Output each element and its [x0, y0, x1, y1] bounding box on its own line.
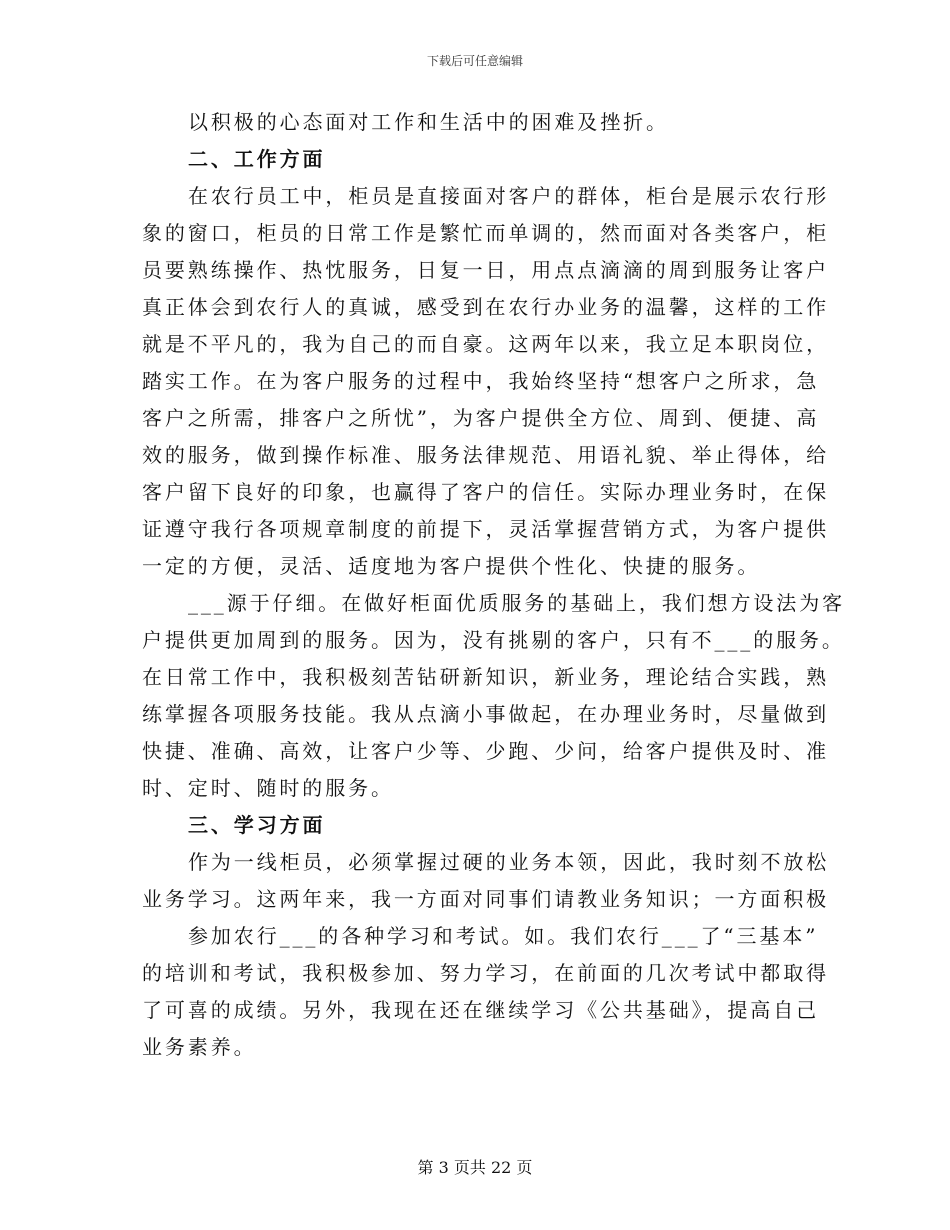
body-line: 以积极的心态面对工作和生活中的困难及挫折。 [188, 110, 669, 134]
body-line: 时、定时、随时的服务。 [142, 776, 394, 800]
section-heading-study: 三、学习方面 [188, 813, 326, 837]
body-line: 在日常工作中，我积极刻苦钻研新知识，新业务，理论结合实践，熟 [142, 665, 829, 689]
body-line: 客户留下良好的印象，也赢得了客户的信任。实际办理业务时，在保 [142, 480, 829, 504]
body-line: 就是不平凡的，我为自己的而自豪。这两年以来，我立足本职岗位， [142, 332, 829, 356]
body-line: 在农行员工中，柜员是直接面对客户的群体，柜台是展示农行形 [188, 184, 830, 208]
page-footer: 第 3 页共 22 页 [417, 1158, 533, 1177]
body-line: 效的服务，做到操作标准、服务法律规范、用语礼貌、举止得体，给 [142, 443, 829, 467]
body-line: 证遵守我行各项规章制度的前提下，灵活掌握营销方式，为客户提供 [142, 517, 829, 541]
body-line: 户提供更加周到的服务。因为，没有挑剔的客户，只有不___的服务。 [142, 628, 845, 652]
body-line: 员要熟练操作、热忱服务，日复一日，用点点滴滴的周到服务让客户 [142, 258, 829, 282]
body-line: 踏实工作。在为客户服务的过程中，我始终坚持“想客户之所求，急 [142, 369, 820, 393]
body-line: 客户之所需，排客户之所忧”，为客户提供全方位、周到、便捷、高 [142, 406, 820, 430]
body-line: 参加农行___的各种学习和考试。如。我们农行___了“三基本” [188, 924, 819, 948]
section-heading-work: 二、工作方面 [188, 147, 326, 171]
body-line: 业务素养。 [142, 1035, 257, 1059]
document-body [142, 104, 845, 1066]
body-line: 一定的方便，灵活、适度地为客户提供个性化、快捷的服务。 [142, 554, 761, 578]
body-line: ___源于仔细。在做好柜面优质服务的基础上，我们想方设法为客 [188, 591, 845, 615]
body-line: 练掌握各项服务技能。我从点滴小事做起，在办理业务时，尽量做到 [142, 702, 829, 726]
body-line: 快捷、准确、高效，让客户少等、少跑、少问，给客户提供及时、准 [142, 739, 829, 763]
body-line: 真正体会到农行人的真诚，感受到在农行办业务的温馨，这样的工作 [142, 295, 829, 319]
body-line: 作为一线柜员，必须掌握过硬的业务本领，因此，我时刻不放松 [188, 850, 830, 874]
body-line: 业务学习。这两年来，我一方面对同事们请教业务知识；一方面积极 [142, 887, 829, 911]
page-header: 下载后可任意编辑 [426, 54, 523, 68]
body-line: 的培训和考试，我积极参加、努力学习，在前面的几次考试中都取得 [142, 961, 829, 985]
body-line: 了可喜的成绩。另外，我现在还在继续学习《公共基础》，提高自己 [142, 998, 819, 1022]
body-line: 象的窗口，柜员的日常工作是繁忙而单调的，然而面对各类客户，柜 [142, 221, 829, 245]
